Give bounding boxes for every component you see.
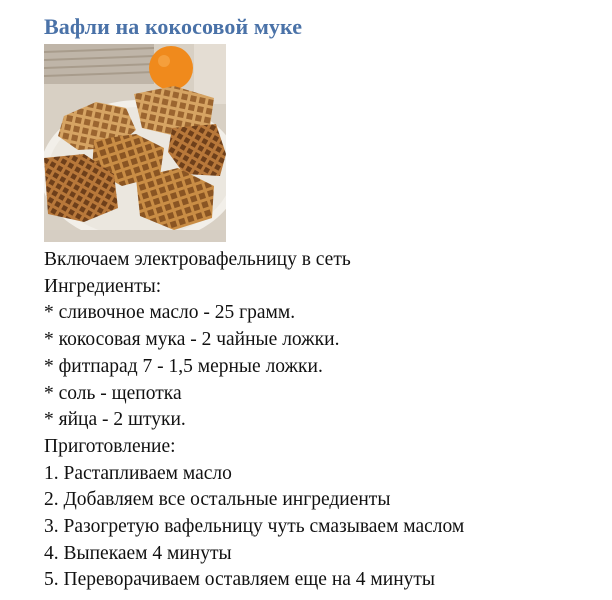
- step-item: 2. Добавляем все остальные ингредиенты: [44, 489, 391, 511]
- ingredient-item: * соль - щепотка: [44, 382, 182, 404]
- steps-heading: Приготовление:: [44, 435, 176, 457]
- ingredient-item: * кокосовая мука - 2 чайные ложки.: [44, 329, 340, 351]
- step-item: 4. Выпекаем 4 минуты: [44, 542, 232, 564]
- recipe-body: [44, 247, 604, 594]
- orange-shape: [149, 46, 193, 90]
- step-item: 3. Разогретую вафельницу чуть смазываем маслом: [44, 516, 465, 538]
- ingredient-item: * яйца - 2 штуки.: [44, 409, 186, 431]
- step-item: 5. Переворачиваем оставляем еще на 4 минуты: [44, 569, 436, 591]
- recipe-title: Вафли на кокосовой муке: [44, 14, 303, 39]
- ingredient-item: * сливочное масло - 25 грамм.: [44, 302, 296, 324]
- intro-text: Включаем электровафельницу в сеть: [44, 249, 351, 270]
- ingredient-item: * фитпарад 7 - 1,5 мерные ложки.: [44, 355, 323, 377]
- step-item: 1. Растапливаем масло: [44, 462, 232, 484]
- ingredients-heading: Ингредиенты:: [44, 275, 162, 297]
- waffles-photo: [44, 44, 226, 242]
